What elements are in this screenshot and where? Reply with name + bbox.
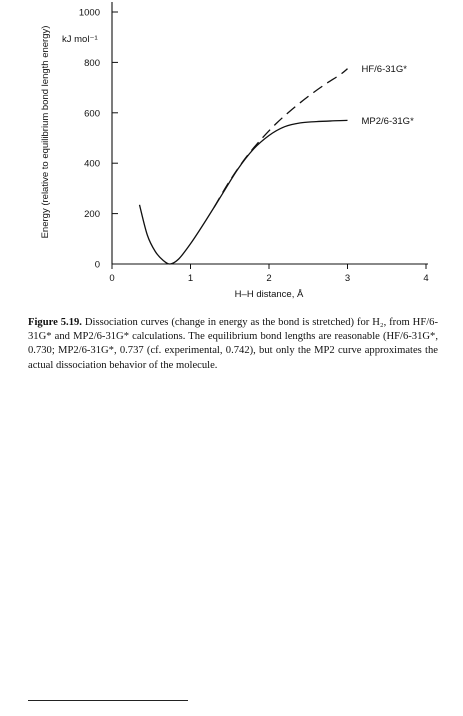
y-tick-label: 200 (84, 209, 100, 221)
y-tick-label: 600 (84, 108, 100, 120)
dissociation-chart (0, 0, 463, 310)
y-tick-label: 800 (84, 57, 100, 69)
chart-series (140, 69, 348, 264)
x-tick-label: 4 (423, 273, 429, 284)
y-tick-label: 400 (84, 158, 100, 170)
series-line-hf (214, 69, 347, 208)
figure-number: Figure 5.19. (28, 317, 82, 328)
x-tick-label: 3 (344, 273, 351, 284)
x-tick-label: 2 (266, 273, 272, 284)
series-label-hf: HF/6-31G* (361, 64, 407, 76)
y-tick-label: 1000 (78, 7, 100, 19)
x-tick-label: 1 (187, 273, 194, 284)
x-tick-label: 0 (109, 273, 115, 284)
chart-axes (79, 2, 429, 284)
figure-caption (28, 316, 438, 373)
y-tick-label: 0 (94, 259, 100, 271)
caption-text: Dissociation curves (change in energy as the bond is stretched) for H₂, from HF/6-31G* and MP2/6-31G* calculations. The equilibrium bond lengths are reasonable (HF/6-31G*, 0.730; MP2/6-31G*, 0.737 (cf. experimental, 0.742), but only the MP2 curve approximates the actual dissociation behavior of the molecule. (28, 317, 438, 371)
series-line-mp2 (140, 120, 348, 264)
series-label-mp2: MP2/6-31G* (361, 115, 414, 127)
footnote-divider (28, 700, 188, 701)
x-axis-label: H–H distance, Å (234, 289, 304, 300)
y-unit-label: kJ mol⁻¹ (62, 34, 98, 45)
y-axis-label: Energy (relative to equilibrium bond length energy) (40, 25, 51, 239)
